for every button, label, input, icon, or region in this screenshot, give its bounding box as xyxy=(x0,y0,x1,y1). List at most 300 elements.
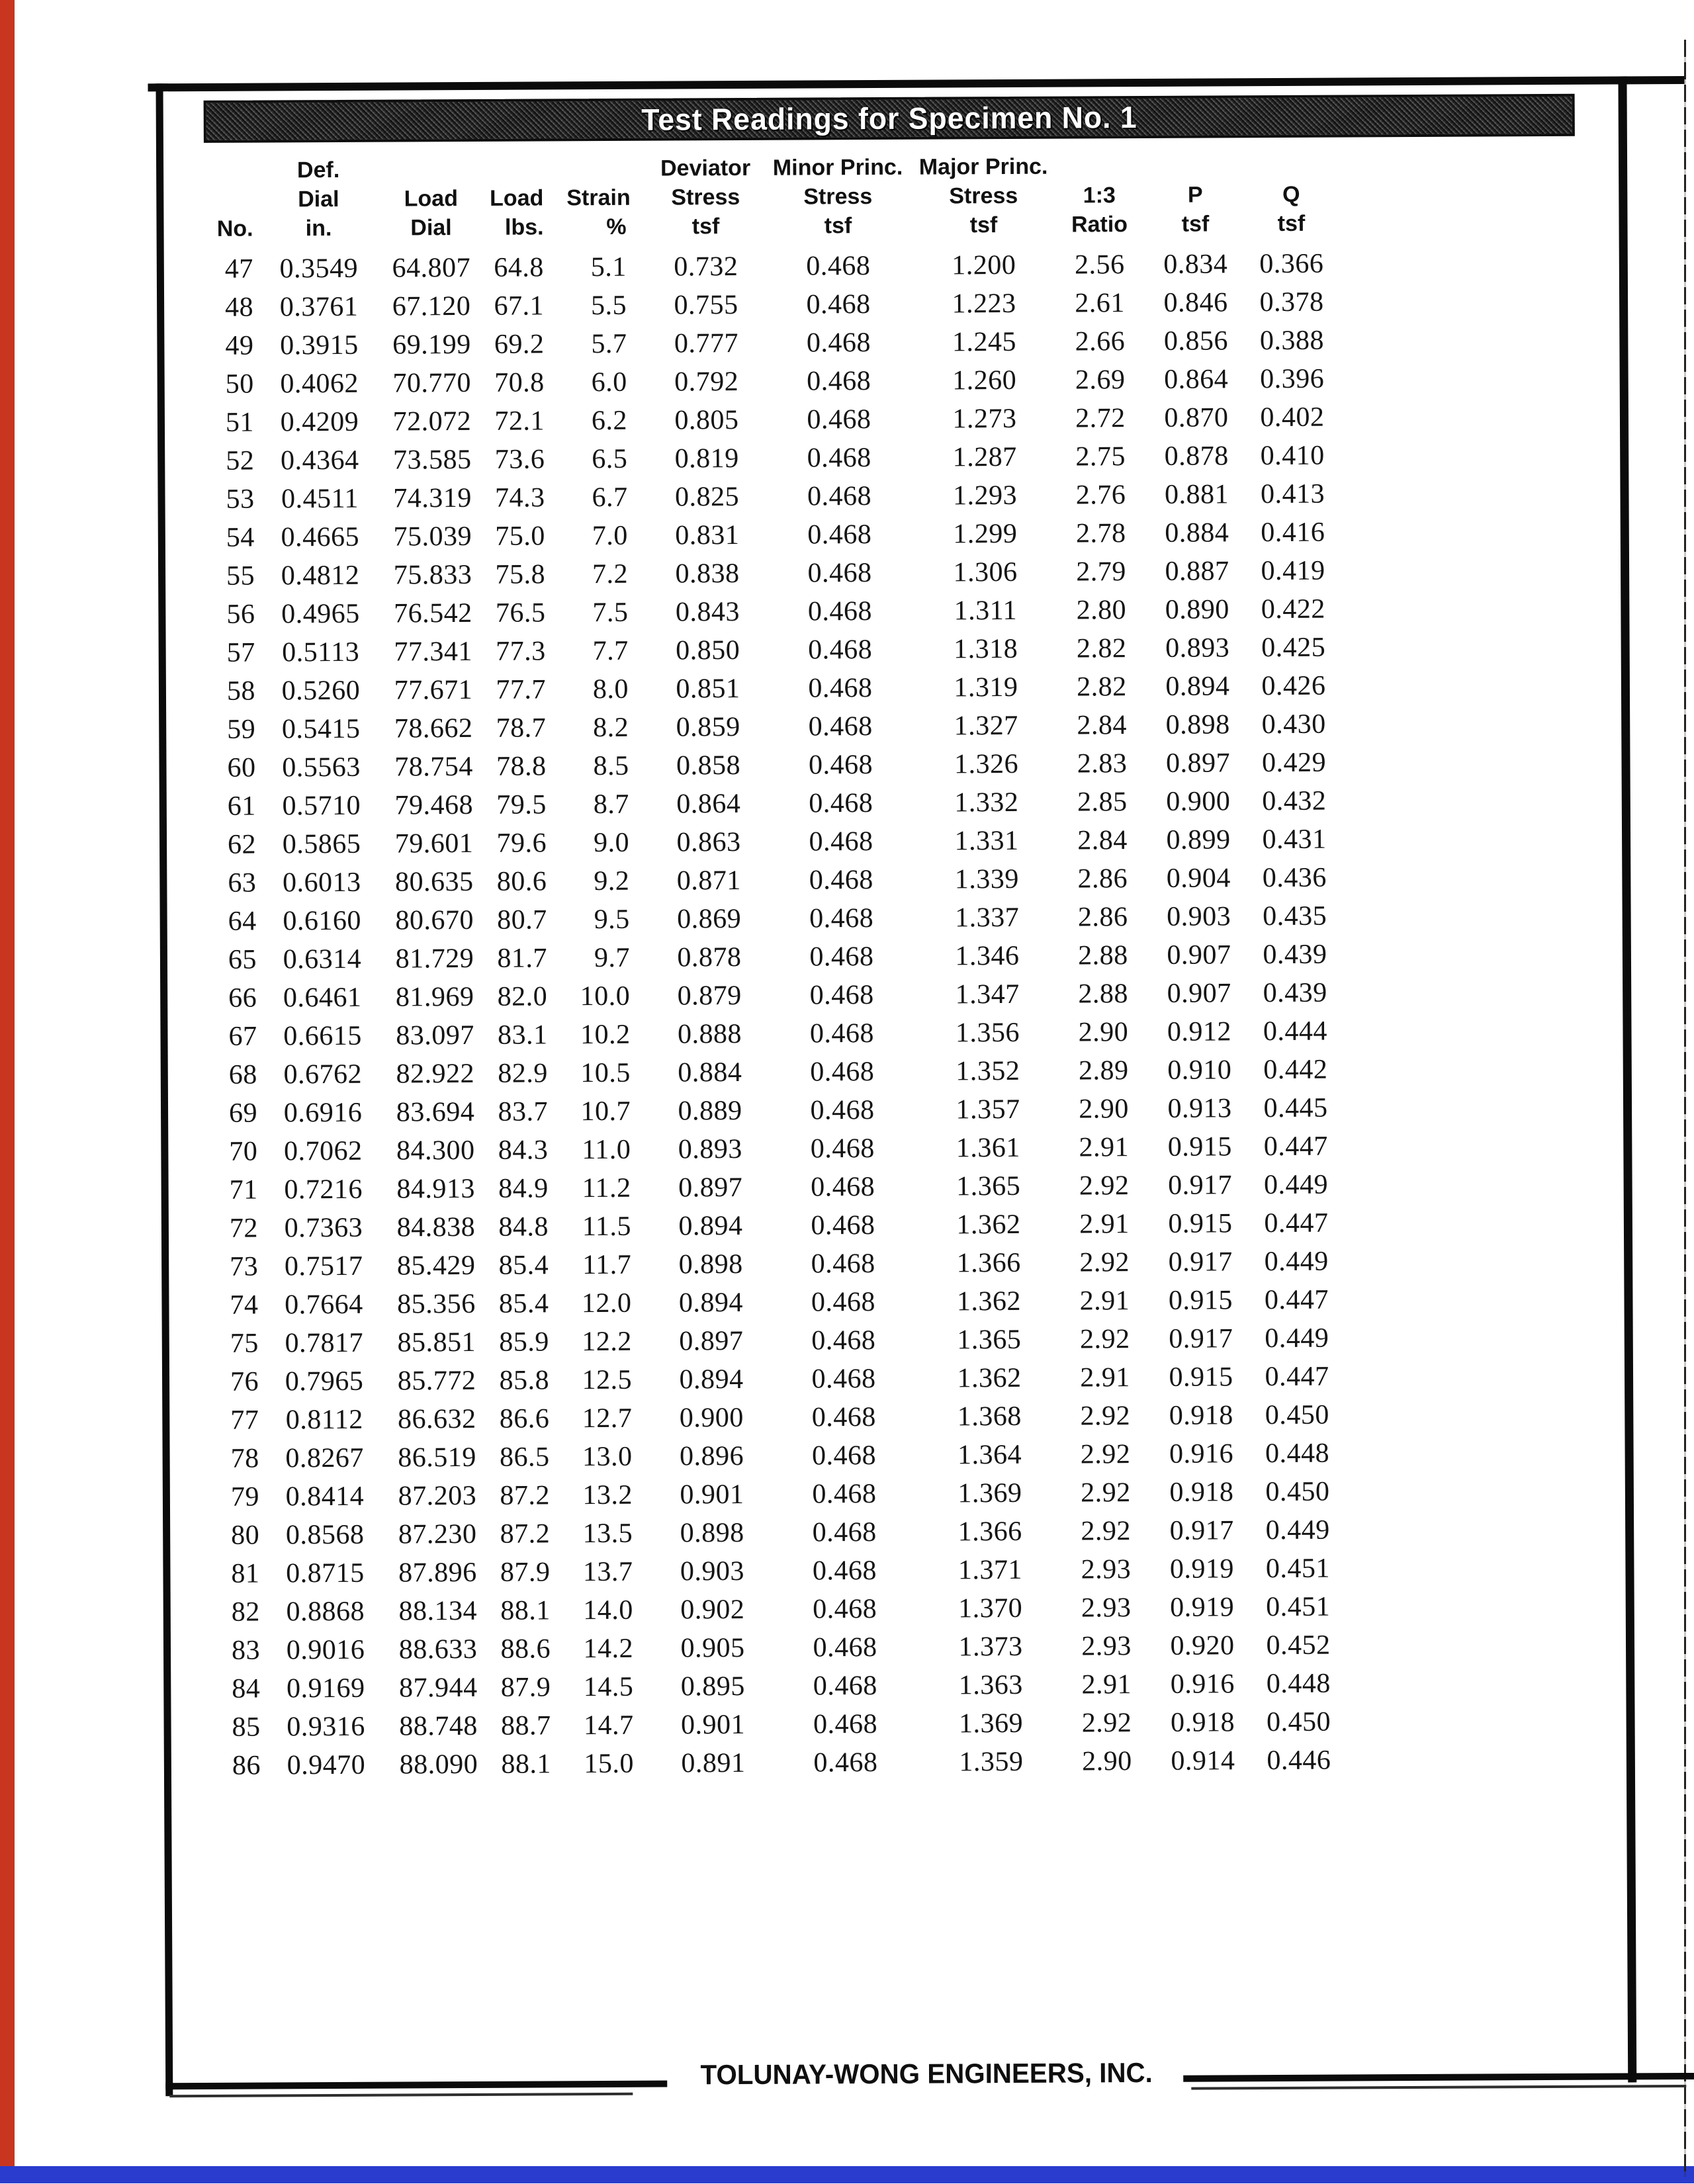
cell-strain-pct: 10.0 xyxy=(580,981,631,1012)
frame-bottom-border-right xyxy=(1183,2073,1694,2082)
cell-load-dial: 67.120 xyxy=(392,290,471,322)
table-row xyxy=(199,782,1344,826)
cell-p-tsf: 0.887 xyxy=(1165,556,1229,587)
cell-q-tsf: 0.451 xyxy=(1266,1591,1331,1623)
cell-minor-princ-stress: 0.468 xyxy=(809,1018,875,1049)
cell-major-princ-stress: 1.357 xyxy=(956,1094,1020,1125)
col-header-line xyxy=(196,156,253,185)
col-header-strain-pct xyxy=(566,153,653,242)
cell-strain-pct: 6.5 xyxy=(592,443,628,475)
cell-strain-pct: 9.7 xyxy=(594,942,631,974)
cell-deviator-stress: 0.843 xyxy=(675,596,740,628)
cell-major-princ-stress: 1.369 xyxy=(958,1477,1022,1509)
cell-no: 68 xyxy=(228,1059,257,1090)
cell-deviator-stress: 0.831 xyxy=(675,519,740,551)
cell-ratio-1-3: 2.92 xyxy=(1079,1170,1130,1201)
cell-ratio-1-3: 2.75 xyxy=(1075,441,1126,472)
cell-load-dial: 80.635 xyxy=(395,866,474,898)
cell-q-tsf: 0.447 xyxy=(1264,1284,1329,1316)
cell-no: 60 xyxy=(227,752,256,783)
table-row xyxy=(203,1665,1348,1708)
cell-q-tsf: 0.413 xyxy=(1260,478,1325,510)
col-header-line: Q xyxy=(1282,181,1300,207)
cell-load-dial: 79.468 xyxy=(394,789,474,821)
cell-load-dial: 85.772 xyxy=(397,1365,476,1397)
cell-load-lbs: 84.9 xyxy=(498,1173,549,1204)
cell-p-tsf: 0.834 xyxy=(1163,249,1228,280)
cell-ratio-1-3: 2.91 xyxy=(1079,1132,1130,1163)
cell-load-lbs: 79.5 xyxy=(496,789,547,820)
cell-def-dial-in: 0.4665 xyxy=(281,521,360,553)
table-header-row xyxy=(196,150,1341,243)
cell-p-tsf: 0.881 xyxy=(1164,479,1229,510)
cell-load-dial: 87.230 xyxy=(398,1518,477,1550)
cell-ratio-1-3: 2.92 xyxy=(1079,1247,1130,1278)
cell-strain-pct: 5.1 xyxy=(590,251,627,283)
table-row xyxy=(198,590,1343,634)
cell-minor-princ-stress: 0.468 xyxy=(812,1516,877,1548)
cell-q-tsf: 0.447 xyxy=(1263,1131,1328,1162)
cell-load-lbs: 78.8 xyxy=(496,751,547,782)
cell-load-lbs: 75.0 xyxy=(495,521,545,552)
cell-p-tsf: 0.915 xyxy=(1168,1285,1233,1316)
cell-minor-princ-stress: 0.468 xyxy=(807,596,872,627)
cell-no: 77 xyxy=(230,1405,259,1436)
cell-load-dial: 84.913 xyxy=(396,1173,475,1205)
cell-load-lbs: 69.2 xyxy=(494,329,545,360)
cell-load-dial: 88.090 xyxy=(399,1749,478,1780)
cell-deviator-stress: 0.825 xyxy=(674,481,740,513)
cell-ratio-1-3: 2.66 xyxy=(1075,326,1126,357)
cell-def-dial-in: 0.9316 xyxy=(287,1711,365,1743)
table-row xyxy=(199,667,1343,711)
cell-ratio-1-3: 2.56 xyxy=(1074,249,1125,281)
table-row xyxy=(198,513,1343,557)
cell-load-dial: 82.922 xyxy=(396,1058,475,1090)
cell-minor-princ-stress: 0.468 xyxy=(809,826,873,857)
cell-ratio-1-3: 2.84 xyxy=(1077,710,1128,741)
cell-def-dial-in: 0.6615 xyxy=(283,1020,362,1052)
cell-major-princ-stress: 1.369 xyxy=(958,1708,1024,1739)
cell-load-lbs: 87.9 xyxy=(500,1672,551,1703)
table-row xyxy=(202,1358,1347,1401)
cell-q-tsf: 0.378 xyxy=(1259,286,1324,318)
cell-load-lbs: 78.7 xyxy=(496,713,547,744)
cell-def-dial-in: 0.8568 xyxy=(285,1519,365,1551)
cell-major-princ-stress: 1.365 xyxy=(956,1170,1021,1202)
cell-major-princ-stress: 1.370 xyxy=(958,1593,1023,1624)
cell-load-dial: 81.969 xyxy=(395,981,474,1013)
cell-load-dial: 77.671 xyxy=(394,674,473,706)
cell-no: 82 xyxy=(231,1596,260,1628)
cell-p-tsf: 0.846 xyxy=(1163,287,1228,318)
cell-load-dial: 69.199 xyxy=(392,329,471,361)
table-row xyxy=(198,552,1343,595)
cell-deviator-stress: 0.864 xyxy=(676,788,741,820)
cell-ratio-1-3: 2.83 xyxy=(1077,748,1128,779)
cell-no: 79 xyxy=(230,1481,260,1512)
cell-minor-princ-stress: 0.468 xyxy=(807,519,872,550)
cell-deviator-stress: 0.895 xyxy=(680,1671,745,1702)
cell-p-tsf: 0.900 xyxy=(1166,786,1231,817)
cell-load-dial: 85.851 xyxy=(397,1327,476,1358)
cell-p-tsf: 0.919 xyxy=(1170,1592,1235,1623)
cell-q-tsf: 0.448 xyxy=(1265,1438,1330,1469)
table-row xyxy=(201,1204,1346,1248)
cell-ratio-1-3: 2.90 xyxy=(1082,1746,1132,1777)
cell-minor-princ-stress: 0.468 xyxy=(813,1670,877,1702)
cell-def-dial-in: 0.6160 xyxy=(283,905,362,937)
cell-load-lbs: 84.8 xyxy=(498,1211,549,1243)
cell-load-lbs: 73.6 xyxy=(494,444,545,475)
cell-ratio-1-3: 2.86 xyxy=(1077,863,1128,895)
cell-load-lbs: 70.8 xyxy=(494,367,545,398)
cell-strain-pct: 8.7 xyxy=(593,789,629,820)
cell-q-tsf: 0.422 xyxy=(1261,593,1325,625)
cell-deviator-stress: 0.869 xyxy=(677,903,742,935)
cell-p-tsf: 0.919 xyxy=(1169,1553,1235,1585)
cell-no: 63 xyxy=(228,867,257,898)
cell-minor-princ-stress: 0.468 xyxy=(806,289,871,320)
cell-no: 62 xyxy=(227,829,257,860)
cell-strain-pct: 14.5 xyxy=(583,1671,634,1703)
cell-no: 51 xyxy=(225,407,255,438)
col-header-line: 1:3 xyxy=(1083,183,1116,208)
cell-p-tsf: 0.915 xyxy=(1169,1362,1233,1393)
col-header-line: No. xyxy=(216,216,253,241)
cell-p-tsf: 0.918 xyxy=(1169,1400,1233,1431)
cell-p-tsf: 0.856 xyxy=(1163,326,1229,357)
cell-ratio-1-3: 2.84 xyxy=(1077,825,1128,856)
cell-deviator-stress: 0.879 xyxy=(677,980,742,1012)
cell-deviator-stress: 0.893 xyxy=(678,1133,742,1165)
table-row xyxy=(201,1243,1346,1286)
cell-major-princ-stress: 1.363 xyxy=(958,1669,1023,1701)
col-header-line: in. xyxy=(305,215,332,241)
cell-ratio-1-3: 2.85 xyxy=(1077,787,1128,818)
cell-ratio-1-3: 2.91 xyxy=(1080,1362,1130,1393)
footer-company-name: TOLUNAY-WONG ENGINEERS, INC. xyxy=(700,2056,1153,2091)
cell-ratio-1-3: 2.93 xyxy=(1081,1631,1132,1662)
cell-ratio-1-3: 2.89 xyxy=(1078,1055,1129,1086)
cell-deviator-stress: 0.850 xyxy=(676,634,740,666)
cell-deviator-stress: 0.894 xyxy=(678,1287,744,1319)
cell-def-dial-in: 0.7664 xyxy=(285,1289,363,1321)
cell-p-tsf: 0.894 xyxy=(1165,671,1230,702)
cell-major-princ-stress: 1.368 xyxy=(957,1401,1022,1432)
cell-q-tsf: 0.446 xyxy=(1267,1745,1331,1776)
cell-strain-pct: 9.0 xyxy=(593,827,630,859)
cell-ratio-1-3: 2.82 xyxy=(1076,633,1127,664)
cell-def-dial-in: 0.7817 xyxy=(285,1327,364,1359)
frame-left-border xyxy=(156,83,173,2096)
cell-deviator-stress: 0.884 xyxy=(678,1057,742,1088)
cell-load-lbs: 84.3 xyxy=(498,1135,549,1166)
cell-p-tsf: 0.903 xyxy=(1167,901,1231,932)
cell-major-princ-stress: 1.326 xyxy=(954,748,1019,780)
cell-def-dial-in: 0.3761 xyxy=(279,291,359,323)
cell-minor-princ-stress: 0.468 xyxy=(809,941,874,973)
cell-major-princ-stress: 1.245 xyxy=(952,326,1017,358)
cell-minor-princ-stress: 0.468 xyxy=(807,481,872,512)
cell-strain-pct: 12.2 xyxy=(582,1326,632,1358)
table-row xyxy=(200,897,1345,941)
cell-load-dial: 73.585 xyxy=(392,444,472,476)
cell-load-dial: 83.097 xyxy=(396,1020,474,1051)
cell-minor-princ-stress: 0.468 xyxy=(808,634,873,666)
cell-strain-pct: 9.2 xyxy=(594,865,630,897)
cell-def-dial-in: 0.7062 xyxy=(283,1135,363,1167)
col-header-p-tsf xyxy=(1149,150,1242,239)
cell-strain-pct: 15.0 xyxy=(584,1748,634,1780)
cell-def-dial-in: 0.8267 xyxy=(285,1442,364,1474)
cell-load-dial: 72.072 xyxy=(392,406,472,437)
col-header-line: Dial xyxy=(298,186,339,212)
cell-load-lbs: 81.7 xyxy=(497,943,548,974)
cell-minor-princ-stress: 0.468 xyxy=(807,558,872,589)
cell-load-dial: 87.203 xyxy=(398,1480,477,1512)
cell-def-dial-in: 0.4209 xyxy=(280,406,359,438)
cell-def-dial-in: 0.5415 xyxy=(281,713,361,745)
cell-p-tsf: 0.898 xyxy=(1165,709,1230,740)
table-row xyxy=(200,974,1345,1018)
cell-ratio-1-3: 2.91 xyxy=(1079,1209,1130,1240)
cell-ratio-1-3: 2.92 xyxy=(1079,1324,1130,1355)
cell-minor-princ-stress: 0.468 xyxy=(811,1209,875,1241)
cell-deviator-stress: 0.889 xyxy=(678,1095,742,1127)
cell-ratio-1-3: 2.88 xyxy=(1078,979,1129,1010)
cell-no: 71 xyxy=(229,1174,258,1205)
table-row xyxy=(203,1703,1348,1747)
cell-ratio-1-3: 2.76 xyxy=(1075,480,1126,511)
cell-strain-pct: 12.0 xyxy=(581,1288,632,1319)
cell-load-lbs: 86.5 xyxy=(500,1442,550,1473)
cell-load-lbs: 87.2 xyxy=(500,1518,551,1550)
cell-def-dial-in: 0.8868 xyxy=(286,1596,365,1628)
cell-strain-pct: 11.0 xyxy=(582,1134,631,1166)
table-row xyxy=(201,1051,1345,1094)
cell-strain-pct: 7.0 xyxy=(592,520,628,552)
cell-q-tsf: 0.388 xyxy=(1259,325,1324,357)
cell-strain-pct: 6.7 xyxy=(592,482,628,513)
cell-major-princ-stress: 1.287 xyxy=(952,441,1017,473)
cell-ratio-1-3: 2.78 xyxy=(1075,518,1126,549)
cell-q-tsf: 0.447 xyxy=(1264,1207,1329,1239)
cell-strain-pct: 12.7 xyxy=(582,1403,633,1434)
cell-q-tsf: 0.426 xyxy=(1261,670,1326,702)
cell-deviator-stress: 0.898 xyxy=(678,1248,743,1280)
cell-minor-princ-stress: 0.468 xyxy=(809,902,874,934)
cell-no: 47 xyxy=(224,253,253,284)
cell-q-tsf: 0.410 xyxy=(1260,440,1325,472)
cell-no: 74 xyxy=(230,1289,259,1321)
cell-load-lbs: 85.8 xyxy=(499,1365,550,1396)
cell-q-tsf: 0.449 xyxy=(1264,1169,1329,1201)
col-header-line: Dial xyxy=(410,215,452,241)
table-row xyxy=(197,475,1342,519)
cell-minor-princ-stress: 0.468 xyxy=(812,1555,877,1587)
cell-deviator-stress: 0.805 xyxy=(674,404,739,436)
cell-minor-princ-stress: 0.468 xyxy=(808,711,873,742)
cell-ratio-1-3: 2.92 xyxy=(1080,1401,1131,1432)
table-row xyxy=(203,1626,1348,1670)
cell-q-tsf: 0.436 xyxy=(1262,862,1327,894)
cell-ratio-1-3: 2.88 xyxy=(1078,940,1128,971)
frame-bottom-border-left xyxy=(165,2081,667,2090)
cell-deviator-stress: 0.900 xyxy=(679,1402,744,1434)
cell-p-tsf: 0.878 xyxy=(1164,441,1229,472)
col-header-major-princ-stress xyxy=(917,151,1050,240)
cell-strain-pct: 10.7 xyxy=(580,1096,631,1127)
cell-no: 83 xyxy=(231,1635,261,1666)
cell-minor-princ-stress: 0.468 xyxy=(813,1708,878,1740)
cell-load-dial: 83.694 xyxy=(396,1096,475,1128)
cell-load-lbs: 76.5 xyxy=(495,597,546,629)
cell-def-dial-in: 0.4511 xyxy=(281,483,359,515)
cell-def-dial-in: 0.6762 xyxy=(283,1059,363,1090)
cell-strain-pct: 11.5 xyxy=(582,1211,632,1243)
cell-q-tsf: 0.425 xyxy=(1261,632,1326,664)
cell-def-dial-in: 0.3549 xyxy=(279,253,359,284)
cell-def-dial-in: 0.7363 xyxy=(284,1212,363,1244)
col-header-line xyxy=(1049,152,1149,181)
cell-load-lbs: 80.7 xyxy=(497,904,547,936)
cell-no: 73 xyxy=(230,1251,259,1282)
cell-major-princ-stress: 1.293 xyxy=(952,480,1018,511)
cell-p-tsf: 0.897 xyxy=(1165,748,1231,779)
page-title: Test Readings for Specimen No. 1 xyxy=(641,100,1137,137)
cell-no: 69 xyxy=(228,1098,258,1129)
table-row xyxy=(197,322,1341,365)
cell-deviator-stress: 0.838 xyxy=(675,558,740,590)
cell-no: 50 xyxy=(225,369,254,400)
cell-ratio-1-3: 2.93 xyxy=(1081,1593,1132,1624)
cell-no: 64 xyxy=(228,906,257,937)
cell-load-dial: 87.896 xyxy=(398,1557,477,1589)
cell-major-princ-stress: 1.327 xyxy=(954,710,1018,742)
cell-p-tsf: 0.917 xyxy=(1169,1515,1234,1546)
cell-strain-pct: 10.5 xyxy=(580,1057,631,1089)
cell-no: 49 xyxy=(225,330,254,361)
col-header-line: lbs. xyxy=(504,214,544,240)
cell-def-dial-in: 0.9169 xyxy=(286,1673,365,1704)
cell-major-princ-stress: 1.356 xyxy=(955,1017,1020,1049)
cell-minor-princ-stress: 0.468 xyxy=(811,1171,875,1203)
cell-p-tsf: 0.915 xyxy=(1168,1208,1233,1239)
cell-load-lbs: 88.7 xyxy=(500,1710,551,1741)
cell-no: 84 xyxy=(232,1673,261,1704)
col-header-line: Major Princ. xyxy=(918,153,1048,180)
cell-strain-pct: 6.0 xyxy=(591,367,627,398)
table-row xyxy=(202,1434,1347,1478)
cell-q-tsf: 0.431 xyxy=(1262,824,1327,855)
cell-major-princ-stress: 1.346 xyxy=(955,940,1020,972)
table-row xyxy=(200,936,1345,979)
cell-strain-pct: 5.7 xyxy=(591,328,627,360)
cell-load-lbs: 86.6 xyxy=(499,1403,550,1434)
cell-ratio-1-3: 2.82 xyxy=(1077,672,1127,703)
cell-ratio-1-3: 2.90 xyxy=(1078,1017,1129,1048)
cell-q-tsf: 0.450 xyxy=(1265,1476,1330,1508)
table-row xyxy=(197,245,1341,288)
table-row xyxy=(201,1166,1346,1209)
cell-q-tsf: 0.450 xyxy=(1266,1706,1331,1738)
col-header-line xyxy=(1149,151,1241,181)
cell-major-princ-stress: 1.260 xyxy=(952,365,1017,396)
cell-deviator-stress: 0.819 xyxy=(674,443,739,474)
cell-p-tsf: 0.884 xyxy=(1165,517,1229,548)
cell-q-tsf: 0.435 xyxy=(1263,900,1327,932)
cell-load-lbs: 85.9 xyxy=(499,1327,549,1358)
table-row xyxy=(197,360,1342,404)
cell-no: 75 xyxy=(230,1328,259,1359)
cell-strain-pct: 11.2 xyxy=(582,1172,631,1204)
cell-p-tsf: 0.917 xyxy=(1168,1170,1233,1201)
cell-def-dial-in: 0.4965 xyxy=(281,598,360,630)
table-row xyxy=(199,820,1344,864)
cell-minor-princ-stress: 0.468 xyxy=(812,1478,877,1510)
cell-q-tsf: 0.451 xyxy=(1265,1553,1331,1585)
table-row xyxy=(199,705,1343,749)
cell-strain-pct: 8.2 xyxy=(593,712,629,744)
col-header-line xyxy=(196,185,253,214)
cell-def-dial-in: 0.4364 xyxy=(280,445,359,476)
cell-strain-pct: 11.7 xyxy=(582,1249,632,1281)
cell-major-princ-stress: 1.366 xyxy=(956,1247,1021,1279)
col-header-line: Deviator xyxy=(660,155,751,181)
cell-q-tsf: 0.419 xyxy=(1261,555,1325,587)
cell-load-dial: 76.542 xyxy=(394,597,472,629)
cell-deviator-stress: 0.755 xyxy=(674,289,738,321)
cell-strain-pct: 12.5 xyxy=(582,1364,633,1396)
cell-strain-pct: 8.0 xyxy=(592,674,629,705)
cell-load-dial: 78.662 xyxy=(394,713,473,744)
cell-strain-pct: 7.5 xyxy=(592,597,629,629)
table-row xyxy=(199,859,1344,902)
cell-q-tsf: 0.429 xyxy=(1261,747,1327,779)
cell-deviator-stress: 0.894 xyxy=(679,1364,744,1395)
cell-minor-princ-stress: 0.468 xyxy=(811,1248,875,1280)
cell-load-lbs: 87.2 xyxy=(500,1480,551,1511)
cell-q-tsf: 0.444 xyxy=(1263,1016,1328,1047)
cell-no: 66 xyxy=(228,983,257,1014)
cell-major-princ-stress: 1.361 xyxy=(956,1132,1020,1164)
cell-no: 81 xyxy=(231,1558,260,1589)
cell-ratio-1-3: 2.91 xyxy=(1079,1286,1130,1317)
cell-no: 48 xyxy=(225,292,254,323)
cell-deviator-stress: 0.891 xyxy=(681,1747,746,1779)
cell-strain-pct: 14.7 xyxy=(583,1710,634,1741)
cell-load-lbs: 82.9 xyxy=(498,1058,548,1089)
table-title-bar xyxy=(204,94,1575,143)
cell-def-dial-in: 0.5113 xyxy=(282,636,360,668)
cell-minor-princ-stress: 0.468 xyxy=(808,672,873,704)
cell-load-lbs: 64.8 xyxy=(494,252,544,283)
cell-def-dial-in: 0.3915 xyxy=(280,329,359,361)
cell-major-princ-stress: 1.200 xyxy=(952,249,1016,281)
cell-p-tsf: 0.912 xyxy=(1167,1016,1232,1047)
col-header-ratio-1-3 xyxy=(1049,150,1149,240)
cell-major-princ-stress: 1.299 xyxy=(953,518,1018,550)
cell-load-dial: 64.807 xyxy=(392,252,471,284)
cell-major-princ-stress: 1.359 xyxy=(959,1746,1024,1778)
col-header-line: tsf xyxy=(969,212,998,238)
cell-load-lbs: 85.4 xyxy=(498,1250,549,1281)
cell-deviator-stress: 0.863 xyxy=(676,826,741,858)
cell-strain-pct: 14.2 xyxy=(583,1633,634,1665)
cell-load-lbs: 83.1 xyxy=(497,1020,548,1051)
col-header-line: Minor Princ. xyxy=(772,154,903,181)
